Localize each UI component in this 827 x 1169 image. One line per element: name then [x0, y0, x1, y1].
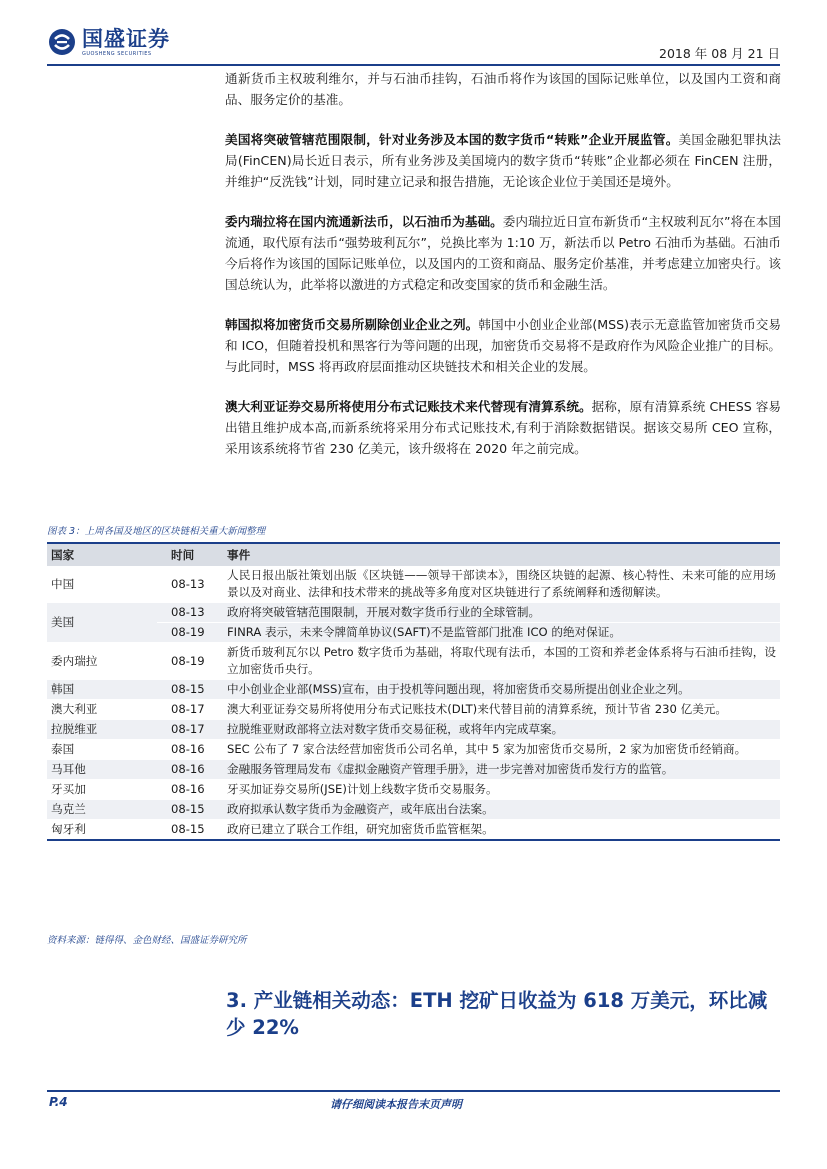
paragraph-text: 美国金融犯罪执法局(FinCEN)局长近日表示，所有业务涉及美国境内的数字货币“转账”企业都必须在 FinCEN 注册，并维护“反洗钱”计划，同时建立记录和报告措施，无论该企业位于美国还是境外。 — [225, 132, 782, 189]
cell-country: 牙买加 — [47, 780, 157, 800]
table-row — [47, 820, 780, 841]
cell-time: 08-15 — [157, 680, 223, 700]
cell-country: 美国 — [47, 603, 157, 643]
cell-time: 08-19 — [157, 623, 223, 643]
cell-country: 乌克兰 — [47, 800, 157, 820]
cell-time: 08-16 — [157, 780, 223, 800]
cell-time: 08-17 — [157, 720, 223, 740]
paragraph — [225, 314, 781, 377]
cell-event: 牙买加证券交易所(JSE)计划上线数字货币交易服务。 — [223, 780, 780, 800]
header-divider — [47, 64, 780, 66]
cell-country: 澳大利亚 — [47, 700, 157, 720]
table-row — [47, 800, 780, 820]
paragraph-lead: 澳大利亚证券交易所将使用分布式记账技术来代替现有清算系统。 — [225, 399, 592, 414]
page-number: P.4 — [49, 1095, 68, 1109]
cell-event: 拉脱维亚财政部将立法对数字货币交易征税，或将年内完成草案。 — [223, 720, 780, 740]
paragraph-text: 委内瑞拉近日宣布新货币“主权玻利瓦尔”将在本国流通，取代原有法币“强势玻利瓦尔”，兑换比率为 1:10 万，新法币以 Petro 石油币为基础。石油币今后将作为该国的国际记账单位，以及国内的工资和商品、服务定价基准，并考虑建立加密央行。该国总统认为，此举将以激进的方式稳定和改变国家的货币和金融生活。 — [225, 214, 781, 292]
footer-disclaimer: 请仔细阅读本报告末页声明 — [330, 1098, 462, 1111]
header-time: 时间 — [157, 543, 223, 566]
logo-subtext: GUOSHENG SECURITIES — [82, 51, 152, 57]
cell-time: 08-15 — [157, 800, 223, 820]
figure-caption: 图表 3：上周各国及地区的区块链相关重大新闻整理 — [47, 526, 266, 537]
paragraph-lead: 委内瑞拉将在国内流通新法币，以石油币为基础。 — [225, 214, 503, 229]
cell-event: 政府拟承认数字货币为金融资产，或年底出台法案。 — [223, 800, 780, 820]
cell-country: 匈牙利 — [47, 820, 157, 841]
body-text — [225, 68, 781, 478]
cell-event: 金融服务管理局发布《虚拟金融资产管理手册》，进一步完善对加密货币发行方的监管。 — [223, 760, 780, 780]
paragraph — [225, 211, 781, 295]
cell-event: 政府已建立了联合工作组，研究加密货币监管框架。 — [223, 820, 780, 841]
paragraph — [225, 396, 781, 459]
section-title-text: 产业链相关动态：ETH 挖矿日收益为 618 万美元，环比减少 22% — [226, 989, 768, 1039]
page-header — [0, 0, 827, 70]
cell-event: 新货币玻利瓦尔以 Petro 数字货币为基础，将取代现有法币，本国的工资和养老金体系将与石油币挂钩，设立加密货币央行。 — [223, 643, 780, 680]
table-row — [47, 780, 780, 800]
cell-time: 08-19 — [157, 643, 223, 680]
footer-divider — [47, 1090, 780, 1092]
guosheng-logo-icon — [48, 28, 76, 56]
cell-time: 08-15 — [157, 820, 223, 841]
paragraph-text: 通新货币主权玻利维尔，并与石油币挂钩，石油币将作为该国的国际记账单位，以及国内工资和商品、服务定价的基准。 — [225, 71, 781, 107]
cell-time: 08-16 — [157, 760, 223, 780]
table-row — [47, 680, 780, 700]
news-table — [47, 542, 780, 841]
table-row — [47, 566, 780, 603]
cell-time: 08-13 — [157, 603, 223, 623]
table-row — [47, 700, 780, 720]
table-row — [47, 603, 780, 623]
cell-country: 韩国 — [47, 680, 157, 700]
cell-event: 澳大利亚证券交易所将使用分布式记账技术(DLT)来代替目前的清算系统，预计节省 230 亿美元。 — [223, 700, 780, 720]
paragraph-lead: 美国将突破管辖范围限制，针对业务涉及本国的数字货币“转账”企业开展监管。 — [225, 132, 679, 147]
table-row — [47, 623, 780, 643]
paragraph-lead: 韩国拟将加密货币交易所剔除创业企业之列。 — [225, 317, 479, 332]
header-country: 国家 — [47, 543, 157, 566]
cell-event: 中小创业企业部(MSS)宣布，由于投机等问题出现，将加密货币交易所提出创业企业之列。 — [223, 680, 780, 700]
cell-country: 中国 — [47, 566, 157, 603]
cell-country: 委内瑞拉 — [47, 643, 157, 680]
cell-event: 政府将突破管辖范围限制，开展对数字货币行业的全球管制。 — [223, 603, 780, 623]
cell-country: 马耳他 — [47, 760, 157, 780]
paragraph — [225, 129, 781, 192]
paragraph-text: 据称，原有清算系统 CHESS 容易出错且维护成本高,而新系统将采用分布式记账技术,有利于消除数据错误。据该交易所 CEO 宣称，采用该系统将节省 230 亿美元，该升级将在 2020 年之前完成。 — [225, 399, 781, 456]
table-row — [47, 643, 780, 680]
table-row — [47, 760, 780, 780]
table-row — [47, 740, 780, 760]
table-header-row — [47, 543, 780, 566]
company-logo — [48, 27, 170, 57]
section-heading — [226, 987, 782, 1041]
cell-event: FINRA 表示，未来令牌简单协议(SAFT)不是监管部门批准 ICO 的绝对保证。 — [223, 623, 780, 643]
cell-time: 08-17 — [157, 700, 223, 720]
cell-event: 人民日报出版社策划出版《区块链——领导干部读本》，围绕区块链的起源、核心特性、未来可能的应用场景以及对商业、法律和技术带来的挑战等多角度对区块链进行了系统阐释和透彻解读。 — [223, 566, 780, 603]
cell-time: 08-16 — [157, 740, 223, 760]
paragraph — [225, 68, 781, 110]
logo-name: 国盛证券 — [82, 27, 170, 51]
section-number: 3. — [226, 989, 247, 1012]
cell-country: 拉脱维亚 — [47, 720, 157, 740]
paragraph-text: 韩国中小创业企业部(MSS)表示无意监管加密货币交易和 ICO，但随着投机和黑客行为等问题的出现，加密货币交易将不是政府作为风险企业推广的目标。与此同时，MSS 将再政府层面推动区块链技术和相关企业的发展。 — [225, 317, 781, 374]
header-event: 事件 — [223, 543, 780, 566]
report-date: 2018 年 08 月 21 日 — [659, 46, 780, 61]
cell-event: SEC 公布了 7 家合法经营加密货币公司名单，其中 5 家为加密货币交易所，2 家为加密货币经销商。 — [223, 740, 780, 760]
table-row — [47, 720, 780, 740]
cell-country: 泰国 — [47, 740, 157, 760]
cell-time: 08-13 — [157, 566, 223, 603]
figure-source: 资料来源：链得得、金色财经、国盛证券研究所 — [47, 935, 247, 946]
